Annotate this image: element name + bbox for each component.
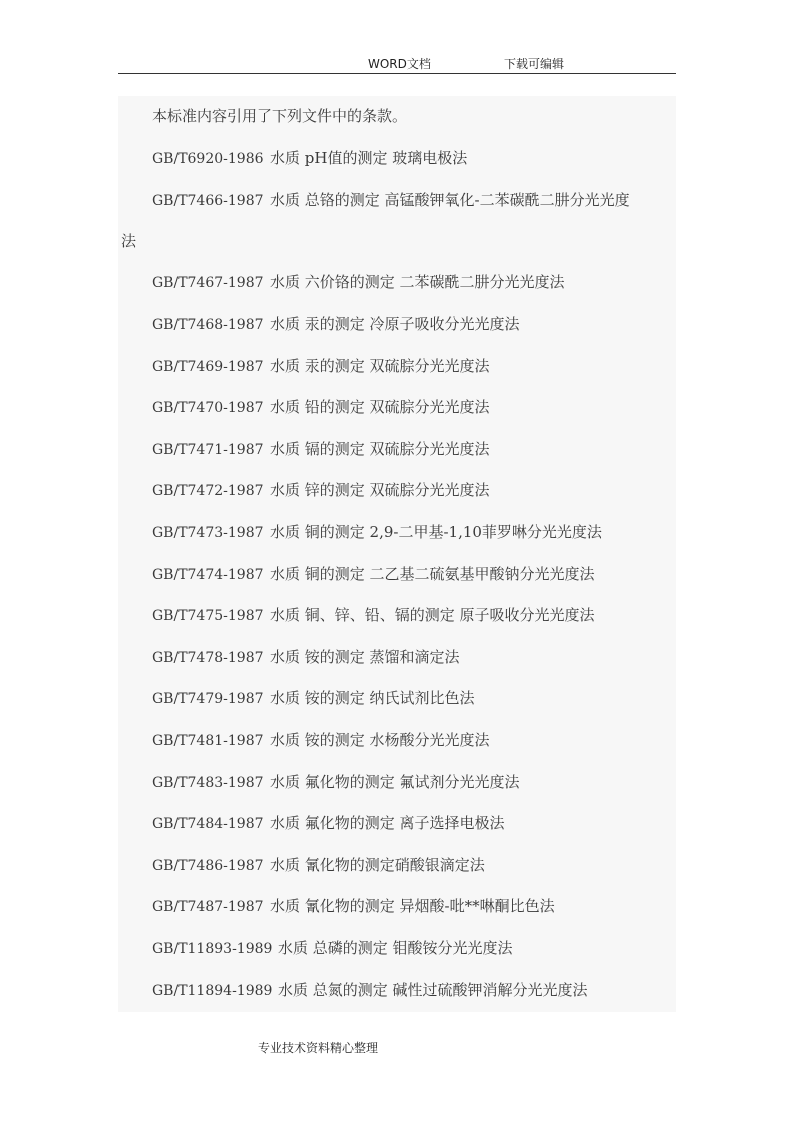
standard-code: GB/T7466-1987 — [152, 193, 264, 209]
standard-title: 水质 氰化物的测定 异烟酸-吡**啉酮比色法 — [270, 897, 555, 915]
standard-item — [152, 855, 485, 876]
standard-code: GB/T7469-1987 — [152, 359, 264, 375]
standard-item — [152, 605, 595, 626]
standard-item — [152, 480, 490, 501]
page-header — [118, 57, 676, 74]
page-footer: 专业技术资料精心整理 — [258, 1041, 379, 1055]
standard-item — [152, 190, 630, 211]
standard-title: 水质 总铬的测定 高锰酸钾氧化-二苯碳酰二肼分光光度 — [270, 191, 630, 209]
standard-code: GB/T7471-1987 — [152, 442, 264, 458]
standard-item — [152, 314, 520, 335]
standard-code: GB/T7467-1987 — [152, 275, 264, 291]
standard-code: GB/T7483-1987 — [152, 775, 264, 791]
standard-title: 水质 铅的测定 双硫腙分光光度法 — [270, 398, 490, 416]
standard-code: GB/T7484-1987 — [152, 816, 264, 832]
standard-title: 水质 铵的测定 蒸馏和滴定法 — [270, 648, 460, 666]
standard-title: 水质 铜的测定 二乙基二硫氨基甲酸钠分光光度法 — [270, 565, 595, 583]
standard-code: GB/T7487-1987 — [152, 899, 264, 915]
standard-title: 水质 总磷的测定 钼酸铵分光光度法 — [278, 939, 513, 957]
standard-title: 水质 氰化物的测定硝酸银滴定法 — [270, 856, 485, 874]
standard-item — [152, 772, 520, 793]
header-right-text: 下载可编辑 — [504, 57, 565, 71]
standard-code: GB/T7486-1987 — [152, 858, 264, 874]
standard-code: GB/T11893-1989 — [152, 941, 273, 957]
standard-title: 水质 氟化物的测定 氟试剂分光光度法 — [270, 773, 520, 791]
standard-item — [152, 397, 490, 418]
standard-title: 水质 汞的测定 冷原子吸收分光光度法 — [270, 315, 520, 333]
standard-title: 水质 氟化物的测定 离子选择电极法 — [270, 814, 505, 832]
standard-item — [152, 148, 467, 169]
standard-code: GB/T7481-1987 — [152, 733, 264, 749]
standard-item — [152, 272, 565, 293]
standard-code: GB/T7468-1987 — [152, 317, 264, 333]
standard-item — [152, 730, 490, 751]
standard-title: 水质 铵的测定 纳氏试剂比色法 — [270, 689, 475, 707]
standard-code: GB/T7472-1987 — [152, 483, 264, 499]
standard-title: 水质 六价铬的测定 二苯碳酰二肼分光光度法 — [270, 273, 565, 291]
standard-code: GB/T7473-1987 — [152, 525, 264, 541]
standard-code: GB/T7475-1987 — [152, 608, 264, 624]
standard-code: GB/T6920-1986 — [152, 151, 264, 167]
standard-item — [152, 813, 505, 834]
standard-title-continuation: 法 — [121, 232, 137, 250]
standard-code: GB/T7479-1987 — [152, 691, 264, 707]
standard-title: 水质 总氮的测定 碱性过硫酸钾消解分光光度法 — [278, 981, 588, 999]
standard-title: 水质 锌的测定 双硫腙分光光度法 — [270, 481, 490, 499]
standard-title: 水质 汞的测定 双硫腙分光光度法 — [270, 357, 490, 375]
header-left-text: WORD文档 — [368, 57, 431, 71]
standard-item — [152, 356, 490, 377]
standard-title: 水质 镉的测定 双硫腙分光光度法 — [270, 440, 490, 458]
standard-title: 水质 pH值的测定 玻璃电极法 — [270, 149, 468, 167]
standard-code: GB/T7474-1987 — [152, 567, 264, 583]
standard-item — [152, 439, 490, 460]
standard-title: 水质 铜、锌、铅、镉的测定 原子吸收分光光度法 — [270, 606, 595, 624]
standard-item — [152, 938, 513, 959]
intro-paragraph: 本标准内容引用了下列文件中的条款。 — [152, 107, 408, 125]
standard-item — [152, 522, 602, 543]
standard-code: GB/T7478-1987 — [152, 650, 264, 666]
standard-title: 水质 铜的测定 2,9-二甲基-1,10菲罗啉分光光度法 — [270, 523, 602, 541]
standard-code: GB/T11894-1989 — [152, 983, 273, 999]
standard-item — [152, 896, 555, 917]
standard-item — [152, 980, 588, 1001]
standard-item — [152, 688, 475, 709]
standard-title: 水质 铵的测定 水杨酸分光光度法 — [270, 731, 490, 749]
standard-item — [152, 647, 460, 668]
standard-code: GB/T7470-1987 — [152, 400, 264, 416]
standard-item — [152, 564, 595, 585]
